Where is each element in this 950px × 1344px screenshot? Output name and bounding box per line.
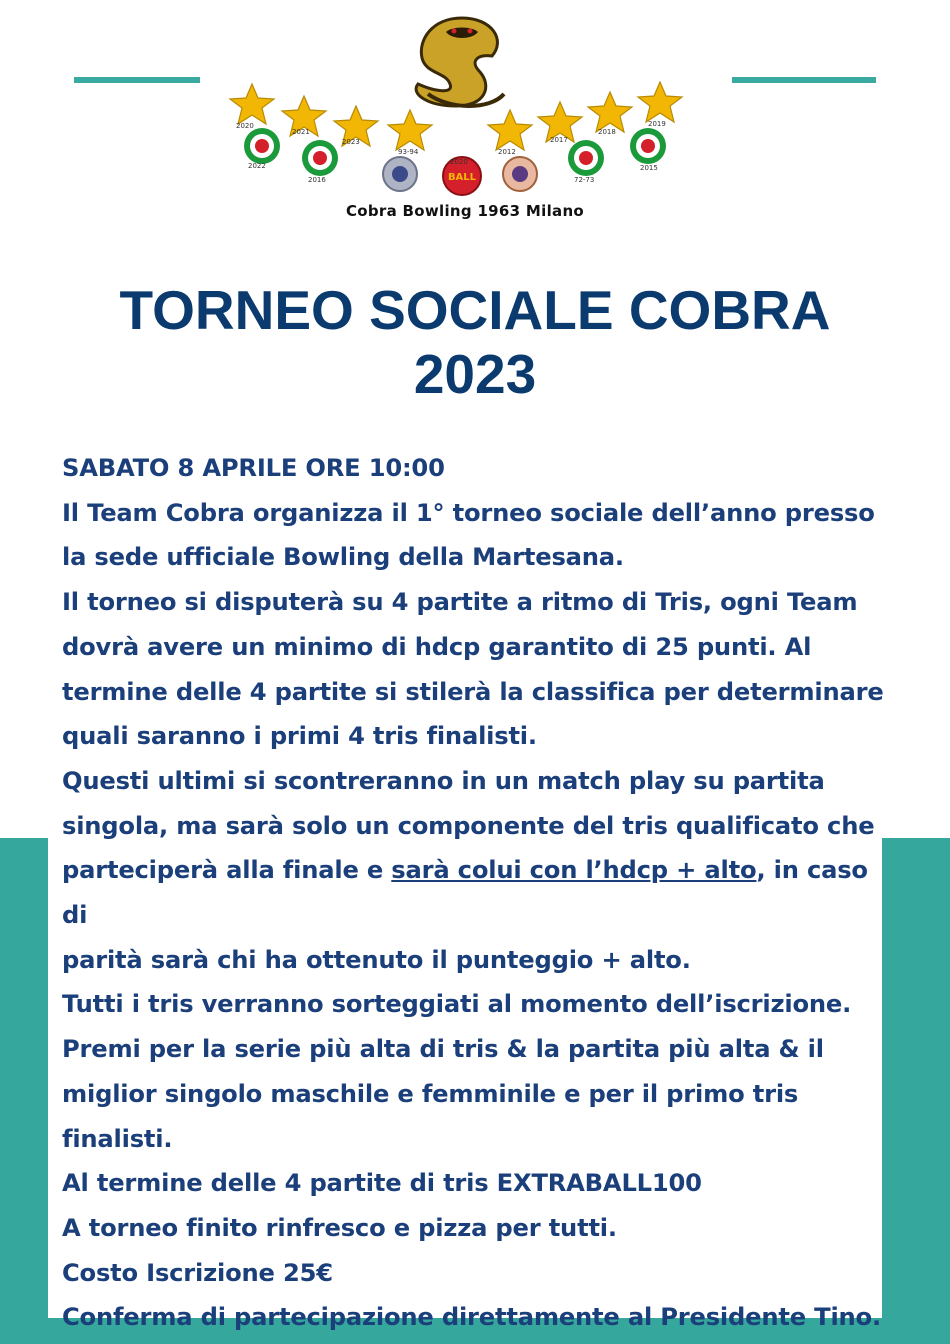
roundel-icon: [302, 140, 338, 176]
paragraph-final-line: parità sarà chi ha ottenuto il punteggio + alto.: [62, 945, 691, 974]
roundel-icon: [568, 140, 604, 176]
paragraph-fee: Costo Iscrizione 25€: [62, 1258, 333, 1287]
svg-text:BALL: BALL: [447, 172, 477, 183]
svg-text:2016: 2016: [308, 176, 326, 184]
paragraph-final-line: Questi ultimi si scontreranno in un match play su partita: [62, 766, 825, 795]
svg-text:2020: 2020: [450, 158, 468, 166]
svg-text:2021: 2021: [292, 128, 310, 136]
star-icon: [230, 84, 274, 124]
star-icon: [488, 110, 532, 150]
svg-text:2017: 2017: [550, 136, 568, 144]
paragraph-intro-line: Il Team Cobra organizza il 1° torneo sociale dell’anno presso: [62, 498, 875, 527]
paragraph-rules-line: quali saranno i primi 4 tris finalisti.: [62, 722, 537, 751]
star-icon: [588, 92, 632, 132]
svg-text:2019: 2019: [648, 120, 666, 128]
svg-text:2022: 2022: [248, 162, 266, 170]
cobra-icon: [416, 18, 504, 106]
top-right-teal-rule: [732, 77, 876, 83]
svg-text:2020: 2020: [236, 122, 254, 130]
svg-text:93-94: 93-94: [398, 148, 419, 156]
paragraph-draw: Tutti i tris verranno sorteggiati al momento dell’iscrizione.: [62, 990, 852, 1019]
star-icon: [638, 82, 682, 122]
paragraph-rules-line: Il torneo si disputerà su 4 partite a ritmo di Tris, ogni Team: [62, 588, 858, 617]
badge-icon: [503, 157, 537, 191]
paragraph-prizes-line: finalisti.: [62, 1124, 173, 1153]
paragraph-final-line: singola, ma sarà solo un componente del tris qualificato che: [62, 811, 875, 840]
svg-text:2012: 2012: [498, 148, 516, 156]
page-title: [0, 278, 950, 406]
club-logo: [200, 14, 730, 220]
paragraph-rules-line: termine delle 4 partite si stilerà la classifica per determinare: [62, 677, 884, 706]
title-line-1: TORNEO SOCIALE COBRA: [119, 279, 831, 341]
paragraph-intro-line: la sede ufficiale Bowling della Martesana.: [62, 543, 624, 572]
cobra-logo-graphic: [200, 14, 730, 214]
paragraph-extraball: Al termine delle 4 partite di tris EXTRABALL100: [62, 1169, 702, 1198]
paragraph-rules-line: dovrà avere un minimo di hdcp garantito di 25 punti. Al: [62, 632, 812, 661]
badge-icon: [383, 157, 417, 191]
svg-text:2018: 2018: [598, 128, 616, 136]
roundel-icon: [630, 128, 666, 164]
announcement-body: [62, 446, 892, 1340]
event-date: SABATO 8 APRILE ORE 10:00: [62, 454, 445, 482]
top-left-teal-rule: [74, 77, 200, 83]
logo-caption: Cobra Bowling 1963 Milano: [345, 202, 585, 220]
paragraph-final-line: [62, 848, 892, 937]
roundel-icon: [244, 128, 280, 164]
underlined-hdcp-rule: sarà colui con l’hdcp + alto: [391, 856, 757, 885]
svg-text:72-73: 72-73: [574, 176, 595, 184]
svg-text:2023: 2023: [342, 138, 360, 146]
paragraph-prizes-line: miglior singolo maschile e femminile e per il primo tris: [62, 1079, 799, 1108]
paragraph-prizes-line: Premi per la serie più alta di tris & la partita più alta & il: [62, 1035, 824, 1064]
final-text-part: , in caso di: [62, 856, 868, 930]
paragraph-confirmation: Conferma di partecipazione direttamente al Presidente Tino.: [62, 1303, 881, 1332]
star-icon: [388, 110, 432, 150]
final-text-part: parteciperà alla finale e: [62, 856, 392, 885]
svg-text:2015: 2015: [640, 164, 658, 172]
title-line-2: 2023: [413, 343, 537, 405]
paragraph-refreshment: A torneo finito rinfresco e pizza per tutti.: [62, 1213, 617, 1242]
